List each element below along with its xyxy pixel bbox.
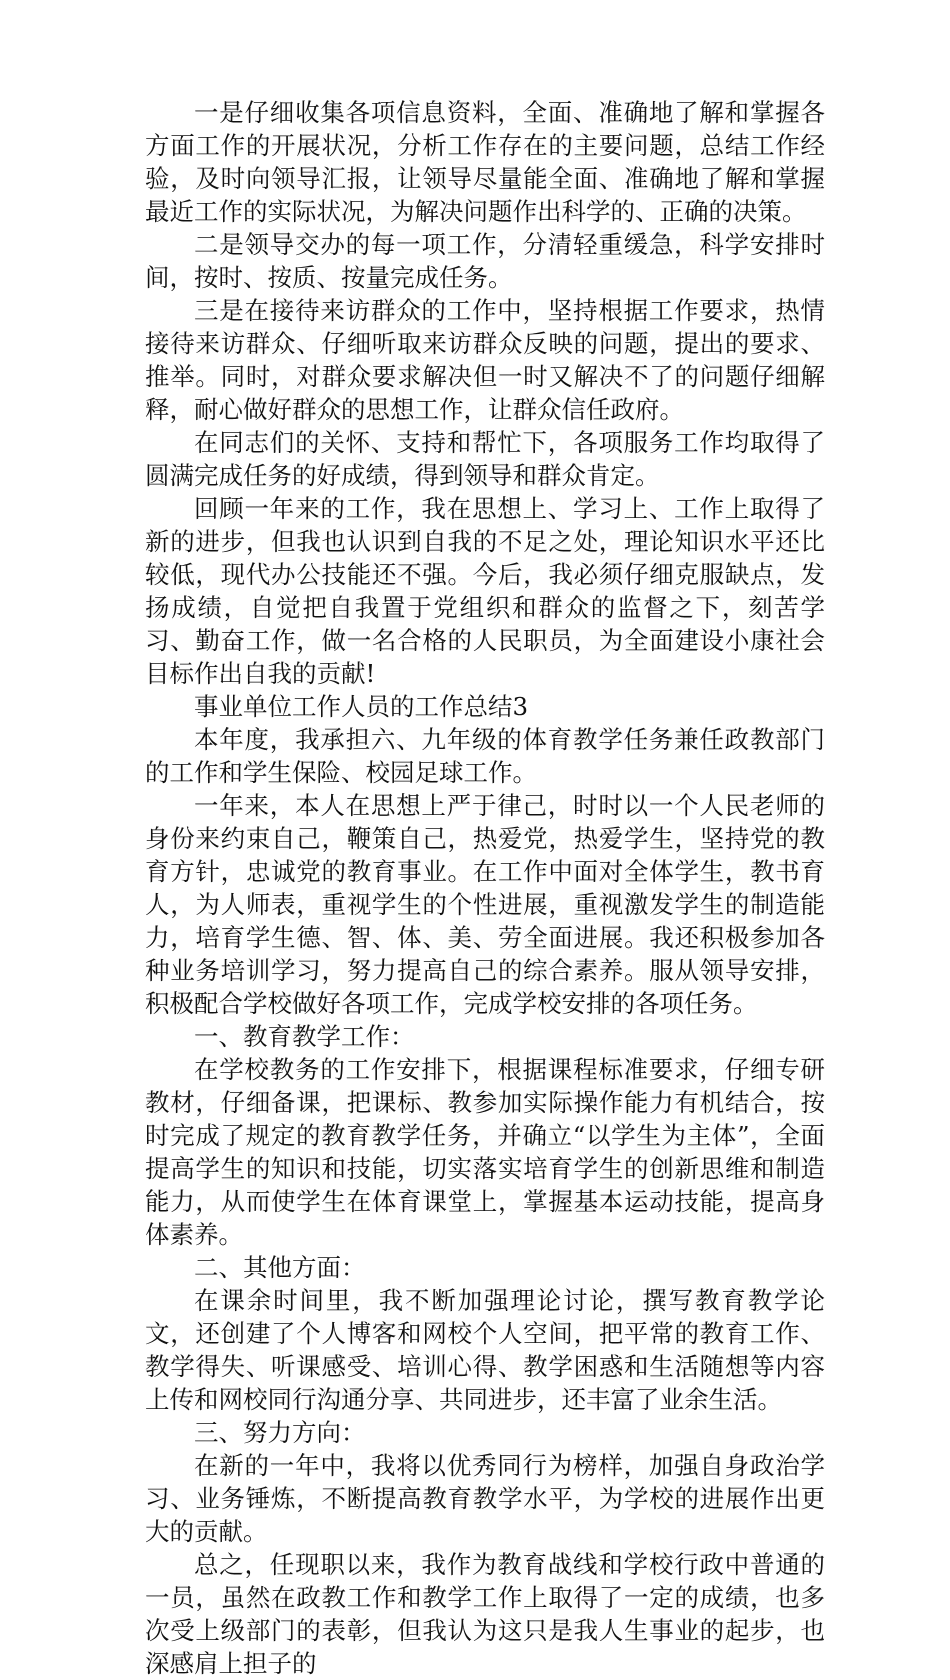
paragraph-assigned-tasks: 二是领导交办的每一项工作，分清轻重缓急，科学安排时间，按时、按质、按量完成任务。 — [145, 230, 825, 292]
document-body — [145, 96, 825, 1680]
paragraph-reception-work: 三是在接待来访群众的工作中，坚持根据工作要求，热情接待来访群众、仔细听取来访群众反映的问题，提出的要求、推举。同时，对群众要求解决但一时又解决不了的问题仔细解释，耐心做好群众的思想工作，让群众信任政府。 — [145, 296, 825, 424]
paragraph-other-aspects: 在课余时间里，我不断加强理论讨论，撰写教育教学论文，还创建了个人博客和网校个人空间，把平常的教育工作、教学得失、听课感受、培训心得、教学困惑和生活随想等内容上传和网校同行沟通分享、共同进步，还丰富了业余生活。 — [145, 1286, 825, 1414]
subheading-other-aspects: 二、其他方面： — [194, 1253, 366, 1282]
paragraph-direction: 在新的一年中，我将以优秀同行为榜样，加强自身政治学习、业务锤炼，不断提高教育教学水平，为学校的进展作出更大的贡献。 — [145, 1451, 825, 1546]
paragraph-self-discipline: 一年来，本人在思想上严于律己，时时以一个人民老师的身份来约束自己，鞭策自己，热爱党，热爱学生，坚持党的教育方针，忠诚党的教育事业。在工作中面对全体学生，教书育人，为人师表，重视学生的个性进展，重视激发学生的制造能力，培育学生德、智、体、美、劳全面进展。我还积极参加各种业务培训学习，努力提高自己的综合素养。服从领导安排，积极配合学校做好各项工作，完成学校安排的各项任务。 — [145, 791, 825, 1018]
paragraph-summary: 总之，任现职以来，我作为教育战线和学校行政中普通的一员，虽然在政教工作和教学工作上取得了一定的成绩，也多次受上级部门的表彰，但我认为这只是我人生事业的起步，也深感肩上担子的 — [145, 1550, 825, 1678]
paragraph-teaching-work: 在学校教务的工作安排下，根据课程标准要求，仔细专研教材，仔细备课，把课标、教参加实际操作能力有机结合，按时完成了规定的教育教学任务，并确立“以学生为主体”，全面提高学生的知识和技能，切实落实培育学生的创新思维和制造能力，从而使学生在体育课堂上，掌握基本运动技能，提高身体素养。 — [145, 1055, 825, 1249]
subheading-direction: 三、努力方向： — [194, 1418, 366, 1447]
section-title: 事业单位工作人员的工作总结3 — [194, 692, 529, 721]
paragraph-achievements: 在同志们的关怀、支持和帮忙下，各项服务工作均取得了圆满完成任务的好成绩，得到领导和群众肯定。 — [145, 428, 825, 490]
paragraph-annual-duties: 本年度，我承担六、九年级的体育教学任务兼任政教部门的工作和学生保险、校园足球工作。 — [145, 725, 825, 787]
subheading-teaching-work: 一、教育教学工作： — [194, 1022, 415, 1051]
paragraph-year-review: 回顾一年来的工作，我在思想上、学习上、工作上取得了新的进步，但我也认识到自我的不足之处，理论知识水平还比较低，现代办公技能还不强。今后，我必须仔细克服缺点，发扬成绩，自觉把自我置于党组织和群众的监督之下，刻苦学习、勤奋工作，做一名合格的人民职员，为全面建设小康社会目标作出自我的贡献! — [145, 494, 825, 688]
paragraph-info-collection: 一是仔细收集各项信息资料，全面、准确地了解和掌握各方面工作的开展状况，分析工作存在的主要问题，总结工作经验，及时向领导汇报，让领导尽量能全面、准确地了解和掌握最近工作的实际状况，为解决问题作出科学的、正确的决策。 — [145, 98, 825, 226]
